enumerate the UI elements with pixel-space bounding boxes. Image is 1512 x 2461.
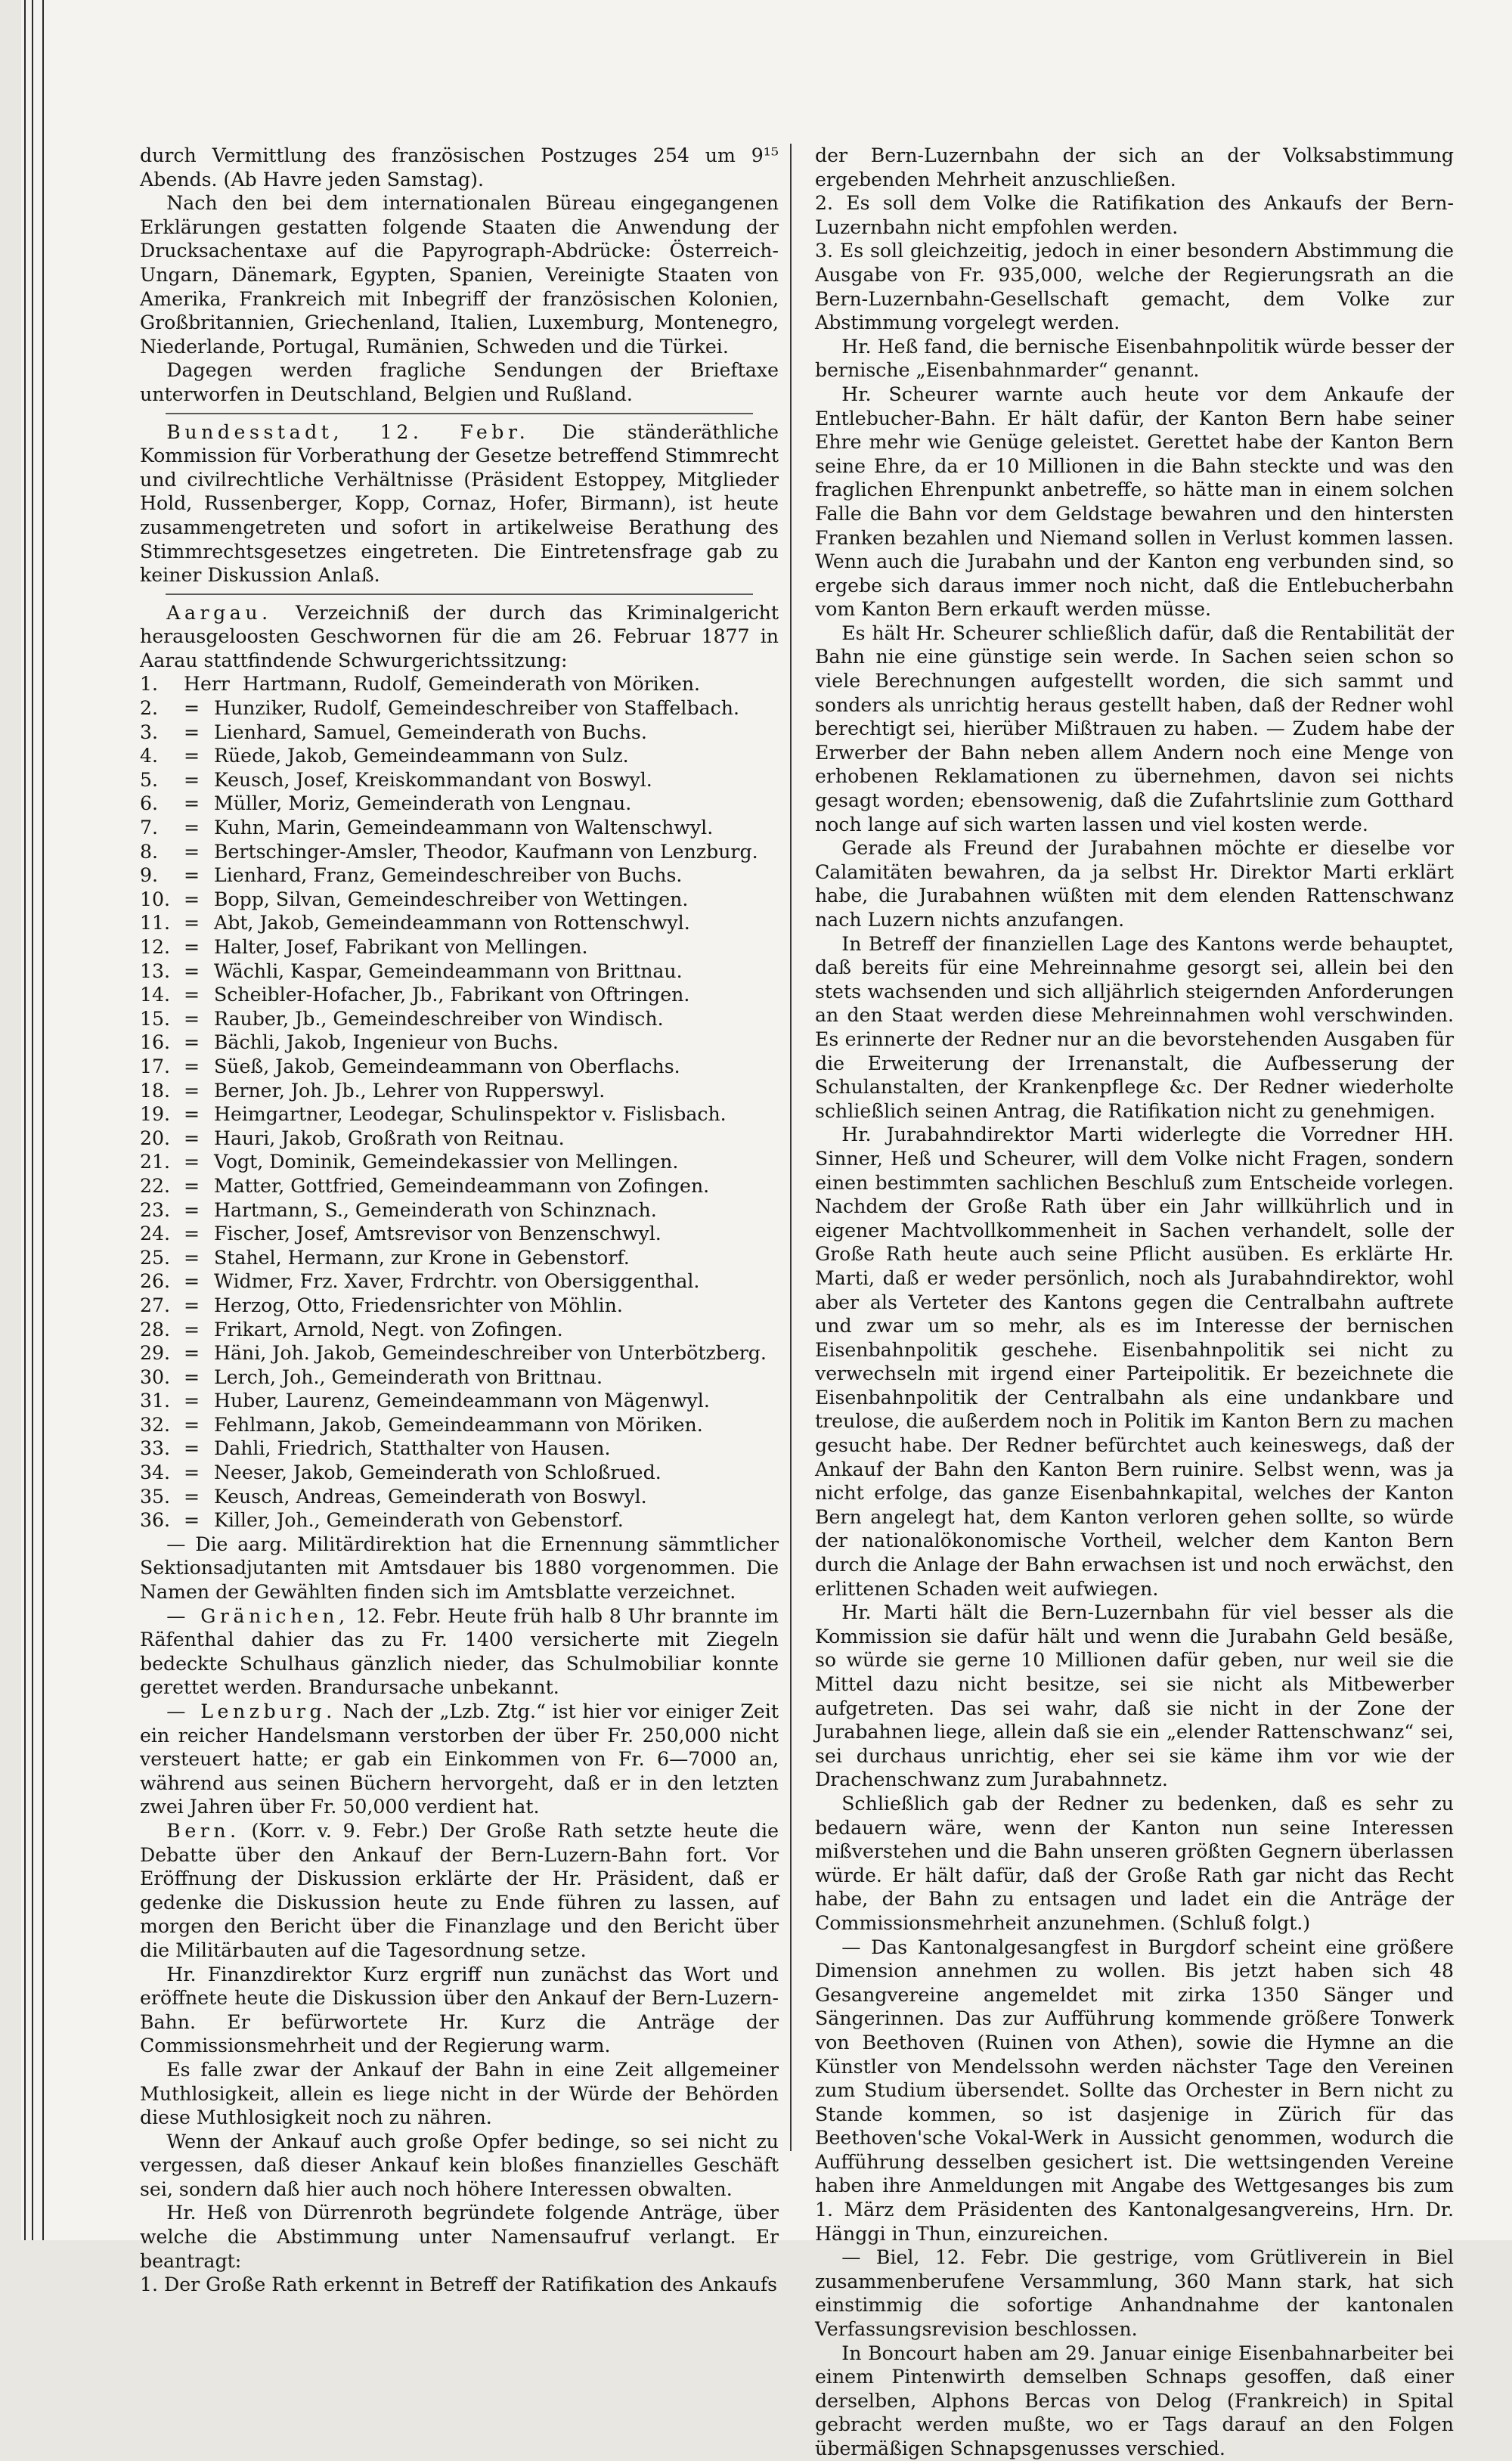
left-column (140, 144, 779, 2297)
juror-number: 2. (140, 697, 159, 720)
juror-title: = (184, 840, 200, 863)
juror-number: 10. (140, 888, 171, 910)
juror-row (140, 721, 779, 745)
juror-title: = (184, 745, 200, 767)
juror-title: = (184, 1294, 200, 1316)
marti-paragraph-2: Hr. Marti hält die Bern-Luzernbahn für viel besser als die Kommission sie dafür hält und wenn die Jurabahn Geld besäße, so würde sie gerne 10 Millionen dafür geben, nur weil sie die Mittel dazu nicht besitze, sei sie nicht als Mitbewerber aufgetreten. Das sei wahr, daß sie nicht in der Zone der Jurabahnen liege, allein daß sie ein „elender Rattenschwanz“ sei, sei durchaus unrichtig, eher sei sie käme ihm vor wie der Drachenschwanz zum Jurabahnnetz. (815, 1601, 1454, 1791)
juror-number: 20. (140, 1127, 171, 1149)
juror-title: = (184, 768, 200, 791)
juror-title: = (184, 1318, 200, 1341)
juror-number: 3. (140, 721, 159, 743)
scheurer-paragraph: Hr. Scheurer warnte auch heute vor dem Ankaufe der Entlebucher-Bahn. Er hält dafür, der Kanton Bern habe seiner Ehre mehr wie Genüge geleistet. Gerettet habe der Kanton Bern seine Ehre, da er 10 Millionen in die Bahn steckte und was den fraglichen Ehrenpunkt anbetreffe, so hätte man in einem solchen Falle die Bahn vor dem Geldstage bewahren und den hintersten Franken bezahlen und Niemand sollen in Verlust kommen lassen. Wenn auch die Jurabahn und der Kanton eng verbunden sind, so ergebe sich daraus immer noch nicht, daß die Entlebucherbahn vom Kanton Bern erkauft werden müsse. (815, 383, 1454, 621)
juror-row (140, 1246, 779, 1270)
juror-name: Herzog, Otto, Friedensrichter von Möhlin. (214, 1294, 623, 1316)
juror-title: = (184, 959, 200, 982)
juror-row (140, 672, 779, 696)
juror-number: 13. (140, 959, 171, 982)
juror-row (140, 1055, 779, 1079)
juror-title: = (184, 1174, 200, 1197)
juror-title: = (184, 1390, 200, 1412)
juror-number: 18. (140, 1079, 171, 1102)
juror-number: 4. (140, 745, 159, 767)
post-paragraph-2: Nach den bei dem internationalen Büreau eingegangenen Erklärungen gestatten folgende Staaten die Anwendung der Drucksachentaxe auf die Papyrograph-Abdrücke: Österreich-Ungarn, Dänemark, Egypten, Spanien, Vereinigte Staaten von Amerika, Frankreich mit Inbegriff der französischen Kolonien, Großbritannien, Griechenland, Italien, Luxemburg, Montenegro, Niederlande, Portugal, Rumänien, Schweden und die Türkei. (140, 192, 779, 358)
juror-number: 27. (140, 1294, 171, 1316)
right-column (815, 144, 1454, 2461)
hess-paragraph: Hr. Heß von Dürrenroth begründete folgende Anträge, über welche die Abstimmung unter Namensaufruf verlangt. Er beantragt: (140, 2202, 779, 2272)
juror-number: 14. (140, 984, 171, 1006)
juror-title: = (184, 1437, 200, 1460)
juror-title: = (184, 1270, 200, 1293)
juror-name: Rüede, Jakob, Gemeindeammann von Sulz. (214, 745, 629, 767)
juror-name: Bächli, Jakob, Ingenieur von Buchs. (214, 1031, 559, 1054)
juror-row (140, 1413, 779, 1437)
juror-name: Scheibler-Hofacher, Jb., Fabrikant von Oftringen. (214, 984, 690, 1006)
juror-number: 36. (140, 1509, 171, 1532)
juror-row (140, 792, 779, 816)
juror-title: = (184, 1151, 200, 1173)
juror-name: Süeß, Jakob, Gemeindeammann von Oberflachs. (214, 1055, 680, 1077)
juror-name: Dahli, Friedrich, Statthalter von Hausen. (214, 1437, 611, 1460)
hess-motion-1: 1. Der Große Rath erkennt in Betreff der Ratifikation des Ankaufs (140, 2273, 778, 2296)
bern-article (140, 1819, 779, 1963)
dateline: Aargau. (166, 601, 272, 624)
juror-name: Frikart, Arnold, Negt. von Zofingen. (214, 1318, 563, 1341)
juror-title: = (184, 1246, 200, 1269)
juror-name: Matter, Gottfried, Gemeindeammann von Zofingen. (214, 1174, 710, 1197)
juror-name: Huber, Laurenz, Gemeindeammann von Mägenwyl. (214, 1390, 710, 1412)
bundesstadt-article (140, 420, 779, 587)
juror-name: Hauri, Jakob, Großrath von Reitnau. (214, 1127, 565, 1149)
juror-row (140, 1318, 779, 1342)
juror-number: 31. (140, 1390, 171, 1412)
juror-row (140, 1102, 779, 1127)
divider (166, 594, 753, 595)
juror-number: 17. (140, 1055, 171, 1077)
juror-row (140, 840, 779, 864)
juror-number: 30. (140, 1365, 171, 1388)
hess-found-paragraph: Hr. Heß fand, die bernische Eisenbahnpolitik würde besser der bernische „Eisenbahnmarder“ genannt. (815, 335, 1454, 382)
juror-row (140, 959, 779, 984)
juror-number: 8. (140, 840, 159, 863)
juror-row (140, 1365, 779, 1390)
juror-number: 1. (140, 673, 159, 696)
juror-title: = (184, 721, 200, 743)
juror-row (140, 1508, 779, 1533)
juror-title: = (184, 1198, 200, 1221)
juror-title: = (184, 936, 200, 958)
biel-paragraph: — Biel, 12. Febr. Die gestrige, vom Grütliverein in Biel zusammenberufene Versammlung, 360 Mann stark, hat sich einstimmig die sofortige Anhandnahme der kantonalen Verfassungsrevision beschlossen. (815, 2246, 1454, 2341)
juror-row (140, 935, 779, 959)
juror-row (140, 1461, 779, 1485)
juror-name: Vogt, Dominik, Gemeindekassier von Mellingen. (214, 1151, 679, 1173)
juror-row (140, 983, 779, 1007)
dateline: — Gränichen, (166, 1604, 349, 1627)
juror-title: = (184, 864, 200, 887)
juror-number: 23. (140, 1198, 171, 1221)
post-paragraph-1: durch Vermittlung des französischen Postzuges 254 um 9¹⁵ Abends. (Ab Havre jeden Samstag). (140, 144, 779, 191)
juror-title: = (184, 1055, 200, 1077)
juror-name: Bertschinger-Amsler, Theodor, Kaufmann von Lenzburg. (214, 840, 758, 863)
juror-name: Rauber, Jb., Gemeindeschreiber von Windisch. (214, 1007, 664, 1030)
juror-number: 32. (140, 1413, 171, 1436)
juror-number: 25. (140, 1246, 171, 1269)
juror-name: Fehlmann, Jakob, Gemeindeammann von Möriken. (214, 1413, 703, 1436)
juror-title: = (184, 912, 200, 934)
juror-number: 34. (140, 1461, 171, 1484)
juror-row (140, 1007, 779, 1031)
juror-title: = (184, 1485, 200, 1508)
juror-row (140, 1127, 779, 1151)
juror-number: 33. (140, 1437, 171, 1460)
juror-name: Hartmann, S., Gemeinderath von Schinznach. (214, 1198, 657, 1221)
juror-number: 24. (140, 1223, 171, 1245)
juror-name: Halter, Josef, Fabrikant von Mellingen. (214, 936, 588, 958)
juror-row (140, 863, 779, 888)
juror-row (140, 911, 779, 935)
motion-2: 2. Es soll dem Volke die Ratifikation des Ankaufs der Bern-Luzernbahn nicht empfohlen werden. (815, 192, 1454, 238)
juror-number: 16. (140, 1031, 171, 1054)
juror-title: = (184, 984, 200, 1006)
graenichen-article (140, 1604, 779, 1700)
juror-number: 6. (140, 792, 159, 815)
juror-row (140, 1222, 779, 1246)
scheurer-paragraph-2: Es hält Hr. Scheurer schließlich dafür, daß die Rentabilität der Bahn nie eine günstige sein werde. In Sachen seien schon so viele Berechnungen aufgestellt worden, die sich sammt und sonders als unrichtig heraus gestellt haben, daß der Redner wohl berechtigt sei, hierüber Mißtrauen zu haben. — Zudem habe der Erwerber der Bahn neben allem Andern noch eine Menge von erhobenen Reklamationen zu übernehmen, davon sei nichts gesagt worden; ebensowenig, daß die Zufahrtslinie zum Gotthard noch lange auf sich warten lassen und viel kosten werde. (815, 621, 1454, 835)
juror-row (140, 1079, 779, 1103)
dateline: — Lenzburg. (166, 1700, 336, 1722)
lenzburg-article (140, 1700, 779, 1819)
marti-paragraph: Hr. Jurabahndirektor Marti widerlegte die Vorredner HH. Sinner, Heß und Scheurer, will dem Volke nicht Fragen, sondern einen bestimmten sachlichen Beschluß zum Entscheide vorlegen. Nachdem der Große Rath über ein Jahr willkührlich und in eigener Machtvollkommenheit in Sachen verhandelt, solle der Große Rath heute auch seine Pflicht ausüben. Es erklärte Hr. Marti, daß er weder persönlich, noch als Jurabahndirektor, wohl aber als Verteter des Kantons gegen die Centralbahn auftrete und zwar um so mehr, als es im Interesse der bernischen Eisenbahnpolitik geschehe. Eisenbahnpolitik sei nicht zu verwechseln mit irgend einer Parteipolitik. Er bezeichnete die Eisenbahnpolitik der Centralbahn als eine undankbare und treulose, die außerdem noch in Politik im Kanton Bern zu machen gesucht habe. Der Redner befürchtet auch keineswegs, daß der Ankauf der Bahn den Kanton Bern ruinire. Selbst wenn, was ja nicht erfolge, das ganze Eisenbahnkapital, welches der Kanton Bern angelegt hat, dem Kanton verloren gehen sollte, so würde der nationalökonomische Vortheil, welcher dem Kanton Bern durch die Anlage der Bahn erwachsen ist und noch erwächst, den erlittenen Schaden weit aufwiegen. (815, 1124, 1454, 1600)
juror-row (140, 1389, 779, 1413)
juror-title: = (184, 1342, 200, 1365)
juror-name: Lerch, Joh., Gemeinderath von Brittnau. (214, 1365, 603, 1388)
juror-title: = (184, 1007, 200, 1030)
aargau-article (140, 601, 779, 673)
article-text: Verzeichniß der durch das Kriminalgericht herausgeloosten Geschwornen für die am 26. Februar 1877 in Aarau stattfindende Schwurgerichtssitzung: (140, 601, 779, 671)
juror-number: 35. (140, 1485, 171, 1508)
juror-number: 29. (140, 1342, 171, 1365)
article-text: Die ständeräthliche Kommission für Vorberathung der Gesetze betreffend Stimmrecht und civilrechtliche Verhältnisse (Präsident Estoppey, Mitglieder Hold, Russenberger, Kopp, Cornaz, Hofer, Birmann), ist heute zusammengetreten und sofort in artikelweise Berathung des Stimmrechtsgesetzes eingetreten. Die Eintretensfrage gab zu keiner Diskussion Anlaß. (140, 420, 779, 587)
juror-name: Lienhard, Franz, Gemeindeschreiber von Buchs. (214, 864, 683, 887)
juror-number: 22. (140, 1174, 171, 1197)
juror-title: = (184, 1365, 200, 1388)
juror-number: 12. (140, 936, 171, 958)
kurz-paragraph-3: Wenn der Ankauf auch große Opfer bedinge, so sei nicht zu vergessen, daß dieser Ankauf kein bloßes finanzielles Geschäft sei, sondern daß hier auch noch höhere Interessen obwalten. (140, 2130, 779, 2200)
juror-name: Lienhard, Samuel, Gemeinderath von Buchs. (214, 721, 647, 743)
juror-number: 21. (140, 1151, 171, 1173)
article-text: (Korr. v. 9. Febr.) Der Große Rath setzte heute die Debatte über den Ankauf der Bern-Luzern-Bahn fort. Vor Eröffnung der Diskussion erklärte der Hr. Präsident, daß er gedenke die Diskussion heute zu Ende führen zu lassen, auf morgen den Bericht über die Finanzlage und den Bericht über die Militärbauten auf die Tagesordnung setze. (140, 1819, 779, 1961)
marti-paragraph-3: Schließlich gab der Redner zu bedenken, daß es sehr zu bedauern wäre, wenn der Kanton nun seine Interessen mißverstehen und die Bahn unseren größten Gegnern überlassen würde. Er hält dafür, daß der Große Rath gar nicht das Recht habe, der Bahn zu entsagen und ladet ein die Anträge der Commissionsmehrheit anzunehmen. (Schluß folgt.) (815, 1792, 1454, 1934)
juror-number: 11. (140, 912, 171, 934)
juror-number: 26. (140, 1270, 171, 1293)
juror-title: = (184, 1103, 200, 1126)
juror-number: 5. (140, 768, 159, 791)
juror-name: Häni, Joh. Jakob, Gemeindeschreiber von Unterbötzberg. (214, 1342, 767, 1365)
juror-title: = (184, 792, 200, 815)
article-text: 12. Febr. Heute früh halb 8 Uhr brannte im Räfenthal dahier das zu Fr. 1400 versicherte mit Ziegeln bedeckte Schulhaus gänzlich nieder, das Schulmobiliar konnte gerettet werden. Brandursache unbekannt. (140, 1604, 779, 1699)
juror-number: 19. (140, 1103, 171, 1126)
juror-row (140, 816, 779, 840)
dateline: Bern. (166, 1819, 240, 1842)
juror-title: = (184, 817, 200, 839)
juror-title: = (184, 1031, 200, 1054)
juror-name: Kuhn, Marin, Gemeindeammann von Waltenschwyl. (214, 817, 714, 839)
juror-title: = (184, 1127, 200, 1149)
juror-name: Hartmann, Rudolf, Gemeinderath von Möriken. (243, 673, 701, 696)
juror-row (140, 1174, 779, 1198)
juror-number: 7. (140, 817, 159, 839)
juror-number: 15. (140, 1007, 171, 1030)
binding-edge (42, 0, 44, 2240)
juror-row (140, 696, 779, 721)
motion-continuation: der Bern-Luzernbahn der sich an der Volksabstimmung ergebenden Mehrheit anzuschließen. (815, 144, 1454, 191)
kurz-paragraph: Hr. Finanzdirektor Kurz ergriff nun zunächst das Wort und eröffnete heute die Diskussion über den Ankauf der Bern-Luzern-Bahn. Er befürwortete Hr. Kurz die Anträge der Commissionsmehrheit und der Regierung warm. (140, 1963, 779, 2057)
post-paragraph-3: Dagegen werden fragliche Sendungen der Brieftaxe unterworfen in Deutschland, Belgien und Rußland. (140, 359, 779, 405)
article-text: Nach der „Lzb. Ztg.“ ist hier vor einiger Zeit ein reicher Handelsmann verstorben der über Fr. 250,000 nicht versteuert hatte; er gab ein Einkommen von Fr. 6—7000 an, während aus seinen Büchern hervorgeht, daß er in den letzten zwei Jahren über Fr. 50,000 verdient hat. (140, 1700, 779, 1818)
juror-name: Keusch, Josef, Kreiskommandant von Boswyl. (214, 768, 652, 791)
juror-row (140, 744, 779, 768)
juror-title: = (184, 697, 200, 720)
juror-name: Abt, Jakob, Gemeindeammann von Rottenschwyl. (214, 912, 690, 934)
juror-row (140, 1294, 779, 1318)
binding-edge (24, 0, 26, 2240)
scheurer-paragraph-3: Gerade als Freund der Jurabahnen möchte er dieselbe vor Calamitäten bewahren, da ja selbst Hr. Direktor Marti erklärt habe, die Jurabahnen wüßten mit dem elenden Rattenschwanz nach Luzern nichts anzufangen. (815, 837, 1454, 931)
juror-title: = (184, 888, 200, 910)
juror-row (140, 1437, 779, 1461)
juror-name: Killer, Joh., Gemeinderath von Gebenstorf. (214, 1509, 624, 1532)
juror-row (140, 1269, 779, 1294)
juror-title: = (184, 1223, 200, 1245)
juror-number: 28. (140, 1318, 171, 1341)
juror-title: = (184, 1413, 200, 1436)
juror-number: 9. (140, 864, 159, 887)
juror-row (140, 1198, 779, 1223)
juror-row (140, 768, 779, 792)
juror-name: Bopp, Silvan, Gemeindeschreiber von Wettingen. (214, 888, 689, 910)
kurz-paragraph-2: Es falle zwar der Ankauf der Bahn in eine Zeit allgemeiner Muthlosigkeit, allein es liege nicht in der Würde der Behörden diese Muthlosigkeit noch zu nähren. (140, 2058, 779, 2129)
juror-name: Hunziker, Rudolf, Gemeindeschreiber von Staffelbach. (214, 697, 739, 720)
juror-name: Widmer, Frz. Xaver, Frdrchtr. von Obersiggenthal. (214, 1270, 700, 1293)
juror-title: = (184, 1079, 200, 1102)
boncourt-paragraph: In Boncourt haben am 29. Januar einige Eisenbahnarbeiter bei einem Pintenwirth demselben Schnaps gesoffen, daß einer derselben, Alphons Bercas von Delog (Frankreich) in Spital gebracht werden mußte, wo er Tags darauf an den Folgen übermäßigen Schnapsgenusses verschied. (815, 2342, 1454, 2459)
column-rule (790, 144, 792, 2151)
juror-title: Herr (184, 673, 230, 696)
juror-name: Berner, Joh. Jb., Lehrer von Rupperswyl. (214, 1079, 606, 1102)
juror-name: Stahel, Hermann, zur Krone in Gebenstorf. (214, 1246, 630, 1269)
juror-name: Keusch, Andreas, Gemeinderath von Boswyl. (214, 1485, 647, 1508)
juror-title: = (184, 1461, 200, 1484)
juror-name: Müller, Moriz, Gemeinderath von Lengnau. (214, 792, 632, 815)
newspaper-page (21, 0, 1512, 2459)
juror-title: = (184, 1509, 200, 1532)
military-paragraph: — Die aarg. Militärdirektion hat die Ernennung sämmtlicher Sektionsadjutanten mit Amtsdauer bis 1880 vorgenommen. Die Namen der Gewählten finden sich im Amtsblatte verzeichnet. (140, 1533, 779, 1604)
juror-name: Wächli, Kaspar, Gemeindeammann von Brittnau. (214, 959, 683, 982)
divider (166, 413, 753, 414)
scheurer-paragraph-4: In Betreff der finanziellen Lage des Kantons werde behauptet, daß bereits für eine Mehreinnahme gesorgt sei, allein bei den stets wachsenden und sich alljährlich steigernden Anforderungen an den Staat werden diese Mehreinnahmen wohl verschwinden. Es erinnerte der Redner nur an die bevorstehenden Ausgaben für die Erweiterung der Irrenanstalt, die Aufbesserung der Schulanstalten, der Krankenpflege &c. Der Redner wiederholte schließlich seinen Antrag, die Ratifikation nicht zu genehmigen. (815, 932, 1454, 1122)
juror-name: Heimgartner, Leodegar, Schulinspektor v. Fislisbach. (214, 1103, 727, 1126)
kantonalgesangfest-paragraph: — Das Kantonalgesangfest in Burgdorf scheint eine größere Dimension annehmen zu wollen. Bis jetzt haben sich 48 Gesangvereine angemeldet mit zirka 1350 Sänger und Sängerinnen. Das zur Aufführung kommende größere Tonwerk von Beethoven (Ruinen von Athen), sowie die Hymne an die Künstler von Mendelssohn werden nächster Tage den Vereinen zum Studium übersendet. Sollte das Orchester in Bern nicht zu Stande kommen, so ist dasjenige in Zürich für das Beethoven'sche Vokal-Werk in Aussicht genommen, wodurch die Aufführung desselben gesichert ist. Die wettsingenden Vereine haben ihre Anmeldungen mit Angabe des Wettgesanges bis zum 1. März dem Präsidenten des Kantonalgesangvereins, Hrn. Dr. Hänggi in Thun, einzureichen. (815, 1936, 1454, 2245)
juror-name: Neeser, Jakob, Gemeinderath von Schloßrued. (214, 1461, 662, 1484)
juror-row (140, 888, 779, 912)
motion-3: 3. Es soll gleichzeitig, jedoch in einer besondern Abstimmung die Ausgabe von Fr. 935,000, welche der Regierungsrath an die Bern-Luzernbahn-Gesellschaft gemacht, dem Volke zur Abstimmung vorgelegt werden. (815, 240, 1454, 334)
juror-row (140, 1031, 779, 1055)
juror-name: Fischer, Josef, Amtsrevisor von Benzenschwyl. (214, 1223, 662, 1245)
juror-row (140, 1150, 779, 1174)
dateline: Bundesstadt, 12. Febr. (166, 420, 530, 443)
binding-edge (32, 0, 33, 2240)
juror-row (140, 1341, 779, 1365)
juror-list (140, 672, 779, 1532)
juror-row (140, 1485, 779, 1509)
